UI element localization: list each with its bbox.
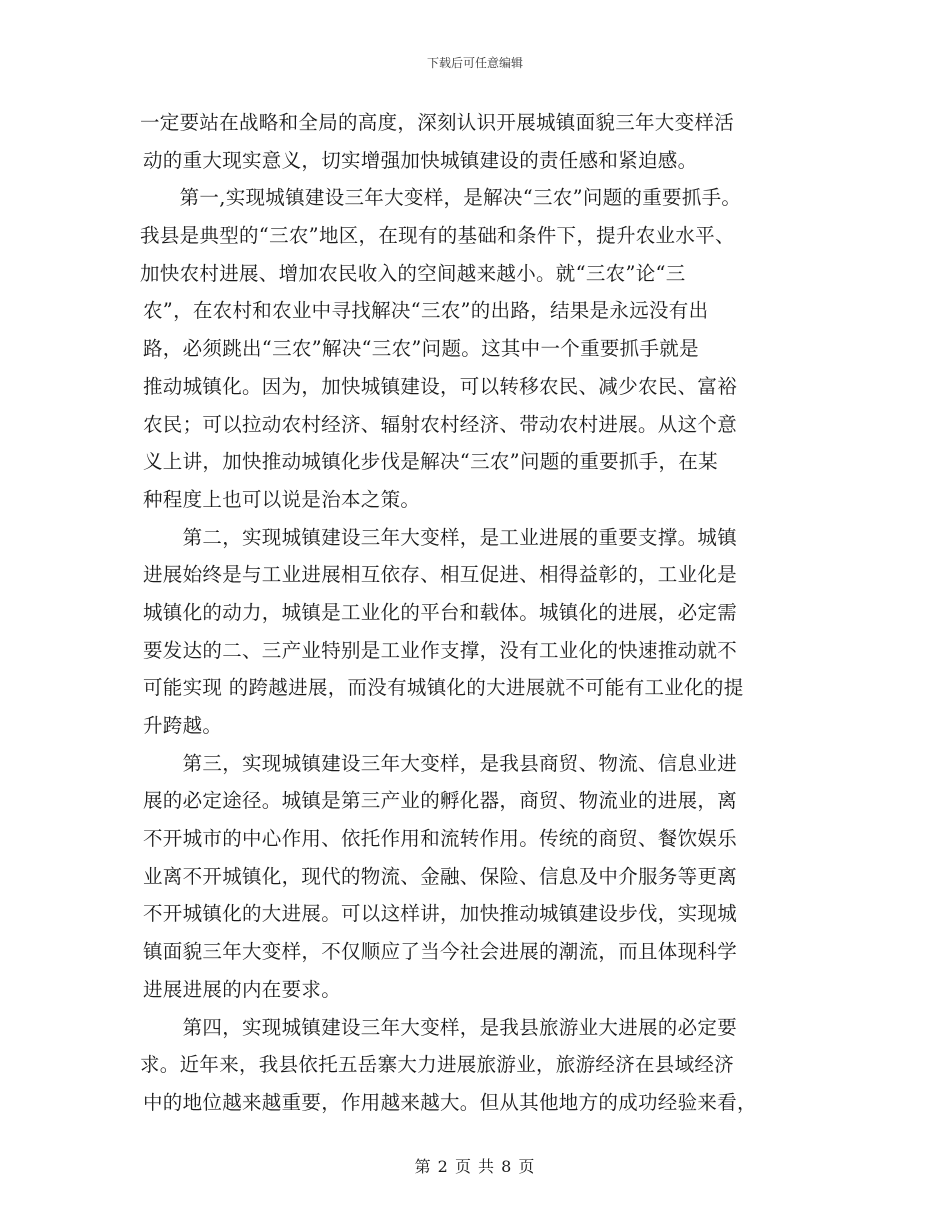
text-line: 业离不开城镇化，现代的物流、金融、保险、信息及中介服务等更离 (143, 864, 738, 888)
text-line: 路，必须跳出“三农”解决“三农”问题。这其中一个重要抓手就是 (143, 337, 699, 361)
text-line: 第四，实现城镇建设三年大变样，是我县旅游业大进展的必定要 (143, 1015, 738, 1039)
text-line: 进展始终是与工业进展相互依存、相互促进、相得益彰的，工业化是 (143, 563, 738, 587)
document-body (140, 104, 823, 1122)
text-line: 推动城镇化。因为，加快城镇建设，可以转移农民、减少农民、富裕 (143, 374, 738, 398)
text-line: 一定要站在战略和全局的高度，深刻认识开展城镇面貌三年大变样活 (140, 111, 735, 134)
text-line: 加快农村进展、增加农民收入的空间越来越小。就“三农”论“三 (140, 261, 686, 285)
page-header: 下载后可任意编辑 (426, 56, 523, 70)
text-line: 可能实现 的跨越进展，而没有城镇化的大进展就不可能有工业化的提 (143, 676, 744, 700)
text-line: 镇面貌三年大变样，不仅顺应了当今社会进展的潮流，而且体现科学 (143, 940, 738, 964)
text-line: 中的地位越来越重要，作用越来越大。但从其他地方的成功经验来看， (143, 1090, 757, 1114)
text-line: 种程度上也可以说是治本之策。 (143, 487, 421, 511)
text-line: 农民；可以拉动农村经济、辐射农村经济、带动农村进展。从这个意 (143, 412, 738, 436)
text-line: 要发达的二、三产业特别是工业作支撑，没有工业化的快速推动就不 (143, 638, 738, 662)
text-line: 第一,实现城镇建设三年大变样，是解决“三农”问题的重要抓手。 (140, 186, 742, 210)
text-line: 不开城市的中心作用、依托作用和流转作用。传统的商贸、餐饮娱乐 (143, 827, 738, 851)
text-line: 不开城镇化的大进展。可以这样讲，加快推动城镇建设步伐，实现城 (143, 902, 738, 926)
text-line: 展的必定途径。城镇是第三产业的孵化器，商贸、物流业的进展，离 (143, 789, 738, 813)
text-line: 我县是典型的“三农”地区，在现有的基础和条件下，提升农业水平、 (140, 224, 735, 248)
text-line: 城镇化的动力，城镇是工业化的平台和载体。城镇化的进展，必定需 (143, 600, 738, 624)
page-footer: 第 2 页 共 8 页 (414, 1157, 536, 1176)
text-line: 求。近年来，我县依托五岳寨大力进展旅游业，旅游经济在县域经济 (140, 1053, 735, 1077)
text-line: 动的重大现实意义，切实增强加快城镇建设的责任感和紧迫感。 (143, 148, 698, 172)
text-line: 第三，实现城镇建设三年大变样，是我县商贸、物流、信息业进 (143, 751, 738, 775)
text-line: 升跨越。 (143, 714, 223, 737)
text-line: 第二，实现城镇建设三年大变样，是工业进展的重要支撑。城镇 (143, 525, 738, 549)
text-line: 进展进展的内在要求。 (143, 977, 342, 1001)
text-line: 农”，在农村和农业中寻找解决“三农”的出路，结果是永远没有出 (143, 299, 709, 323)
text-line: 义上讲，加快推动城镇化步伐是解决“三农”问题的重要抓手，在某 (143, 450, 718, 474)
